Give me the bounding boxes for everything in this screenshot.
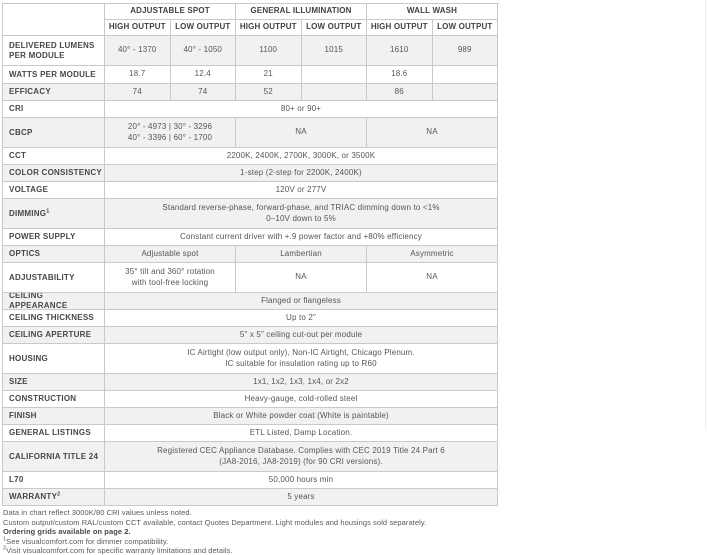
row-label-text: CBCP [9, 127, 33, 137]
spec-row [3, 84, 498, 101]
group-header-wall-wash: WALL WASH [367, 4, 498, 20]
spec-cell: 120V or 277V [105, 182, 498, 199]
spec-cell: 1015 [302, 36, 368, 66]
spec-cell: ETL Listed, Damp Location. [105, 425, 498, 442]
row-label-general-listings [3, 425, 105, 442]
spec-cell: Flanged or flangeless [105, 293, 498, 310]
row-label-delivered-lumens-per-module [3, 36, 105, 66]
spec-cell: Constant current driver with +.9 power factor and +80% efficiency [105, 229, 498, 246]
cell-line: 20° - 4973 | 30° - 3296 [127, 122, 213, 131]
footnote-line [3, 537, 703, 547]
row-label-size [3, 374, 105, 391]
row-label-construction [3, 391, 105, 408]
specification-table [2, 3, 499, 506]
spec-row [3, 472, 498, 489]
spec-cell: Asymmetric [367, 246, 498, 263]
row-label-adjustability [3, 263, 105, 293]
spec-cell: 18.6 [367, 66, 433, 84]
spec-row [3, 101, 498, 118]
row-label-text: CALIFORNIA TITLE 24 [9, 451, 99, 461]
spec-row [3, 293, 498, 310]
spec-cell [105, 199, 498, 229]
row-label-text: EFFICACY [9, 87, 51, 96]
spec-cell: Adjustable spot [105, 246, 236, 263]
row-label-ceiling-aperture [3, 327, 105, 344]
row-label-text: DIMMING$^1$ [9, 207, 50, 218]
footnotes [3, 508, 703, 555]
spec-cell: Up to 2" [105, 310, 498, 327]
spec-row [3, 391, 498, 408]
spec-cell: 18.7 [105, 66, 171, 84]
spec-cell: 1100 [236, 36, 302, 66]
spec-cell: 40° - 1050 [171, 36, 237, 66]
spec-row [3, 199, 498, 229]
row-label-text: CCT [9, 151, 27, 160]
cell-line: 35° tilt and 360° rotation [125, 267, 215, 276]
spec-row [3, 66, 498, 84]
spec-cell [105, 263, 236, 293]
row-label-text: ADJUSTABILITY [9, 272, 75, 282]
spec-cell: 74 [105, 84, 171, 101]
label-superscript: 2 [57, 491, 61, 498]
group-header-adjustable-spot: ADJUSTABLE SPOT [105, 4, 236, 20]
row-label-l70 [3, 472, 105, 489]
spec-cell: 989 [433, 36, 499, 66]
spec-cell: NA [236, 118, 367, 148]
footnote-line [3, 527, 703, 537]
spec-cell [433, 66, 499, 84]
footnote-line [3, 508, 703, 518]
row-label-cct [3, 148, 105, 165]
spec-row [3, 118, 498, 148]
output-header: HIGH OUTPUT [105, 20, 171, 36]
spec-cell [105, 442, 498, 472]
spec-cell [105, 118, 236, 148]
spec-cell: Black or White powder coat (White is paintable) [105, 408, 498, 425]
row-label-text: CONSTRUCTION [9, 394, 77, 403]
row-label-text: L70 [9, 475, 24, 484]
output-header: HIGH OUTPUT [367, 20, 433, 36]
row-label-ceiling-appearance [3, 293, 105, 310]
row-label-warranty [3, 489, 105, 506]
spec-cell: 74 [171, 84, 237, 101]
footnote-line [3, 546, 703, 555]
spec-cell: 80+ or 90+ [105, 101, 498, 118]
row-label-housing [3, 344, 105, 374]
spec-row [3, 165, 498, 182]
row-label-text: GENERAL LISTINGS [9, 428, 91, 437]
spec-cell: Heavy-gauge, cold-rolled steel [105, 391, 498, 408]
page-edge-line [705, 0, 706, 430]
group-header-general-illumination: GENERAL ILLUMINATION [236, 4, 367, 20]
row-label-text: CEILING APPEARANCE [9, 293, 68, 310]
spec-cell [302, 84, 368, 101]
row-label-voltage [3, 182, 105, 199]
cell-line: 40° - 3396 | 60° - 1700 [127, 132, 213, 142]
spec-row [3, 327, 498, 344]
row-label-text: CRI [9, 104, 24, 113]
spec-cell: 86 [367, 84, 433, 101]
spec-cell: 50,000 hours min [105, 472, 498, 489]
row-label-watts-per-module [3, 66, 105, 84]
cell-line: IC suitable for insulation rating up to R60 [225, 358, 377, 368]
spec-row [3, 489, 498, 506]
row-label-cbcp [3, 118, 105, 148]
cell-line: Standard reverse-phase, forward-phase, and TRIAC dimming down to <1% [162, 203, 440, 212]
footnote-text: Data in chart reflect 3000K/80 CRI values unless noted. [3, 508, 192, 517]
output-header: HIGH OUTPUT [236, 20, 302, 36]
row-label-text: COLOR CONSISTENCY [9, 168, 102, 177]
group-header-row [105, 4, 498, 20]
row-label-text: WARRANTY$^2$ [9, 491, 61, 501]
footnote-line [3, 518, 703, 528]
spec-row [3, 246, 498, 263]
footnote-text: Custom output/custom RAL/custom CCT available, contact Quotes Department. Light modules and housings sold separately. [3, 517, 427, 527]
spec-cell: 5" x 5" ceiling cut-out per module [105, 327, 498, 344]
spec-cell: 1x1, 1x2, 1x3, 1x4, or 2x2 [105, 374, 498, 391]
spec-cell: 1610 [367, 36, 433, 66]
spec-row [3, 182, 498, 199]
output-header-row [105, 20, 498, 36]
footnote-text: Ordering grids available on page 2. [3, 527, 131, 536]
row-label-ceiling-thickness [3, 310, 105, 327]
spec-cell: 12.4 [171, 66, 237, 84]
spec-row [3, 442, 498, 472]
spec-cell: 2200K, 2400K, 2700K, 3000K, or 3500K [105, 148, 498, 165]
spec-cell [302, 66, 368, 84]
cell-line: (JA8-2016, JA8-2019) (for 90 CRI versions). [219, 456, 383, 466]
footnote-superscript: 2 [3, 545, 7, 552]
output-header: LOW OUTPUT [433, 20, 499, 36]
row-label-text: DELIVERED LUMENS PER MODULE [9, 40, 95, 60]
spec-row [3, 310, 498, 327]
spec-cell: Lambertian [236, 246, 367, 263]
footnote-text: See visualcomfort.com for dimmer compatibility. [6, 536, 169, 546]
spec-cell: NA [236, 263, 367, 293]
row-label-text: HOUSING [9, 353, 49, 363]
header-columns [105, 4, 498, 36]
footnote-superscript: 1 [3, 536, 7, 542]
row-label-cri [3, 101, 105, 118]
row-label-text: SIZE [9, 377, 28, 386]
corner-cell [3, 4, 105, 36]
spec-cell: 21 [236, 66, 302, 84]
table-header [3, 4, 498, 36]
output-header: LOW OUTPUT [302, 20, 368, 36]
cell-line: with tool-free locking [131, 277, 209, 287]
spec-cell: NA [367, 118, 498, 148]
cell-line: Registered CEC Appliance Database. Complies with CEC 2019 Title 24 Part 6 [157, 446, 445, 455]
row-label-text: WATTS PER MODULE [9, 69, 96, 79]
spec-cell: 1-step (2-step for 2200K, 2400K) [105, 165, 498, 182]
row-label-dimming [3, 199, 105, 229]
label-superscript: 1 [46, 207, 50, 214]
cell-line: IC Airtight (low output only), Non-IC Airtight, Chicago Plenum. [187, 348, 415, 357]
spec-row [3, 229, 498, 246]
spec-row [3, 425, 498, 442]
spec-row [3, 408, 498, 425]
spec-cell [433, 84, 499, 101]
output-header: LOW OUTPUT [171, 20, 237, 36]
row-label-text: VOLTAGE [9, 185, 49, 194]
row-label-efficacy [3, 84, 105, 101]
spec-cell: 52 [236, 84, 302, 101]
row-label-power-supply [3, 229, 105, 246]
row-label-california-title-24 [3, 442, 105, 472]
spec-row [3, 263, 498, 293]
spec-row [3, 36, 498, 66]
row-label-text: POWER SUPPLY [9, 232, 76, 241]
row-label-text: CEILING THICKNESS [9, 313, 94, 322]
spec-cell: 40° - 1370 [105, 36, 171, 66]
spec-cell: NA [367, 263, 498, 293]
row-label-finish [3, 408, 105, 425]
spec-row [3, 374, 498, 391]
row-label-text: CEILING APERTURE [9, 330, 92, 339]
row-label-color-consistency [3, 165, 105, 182]
cell-line: 0–10V down to 5% [266, 213, 336, 223]
spec-row [3, 344, 498, 374]
spec-row [3, 148, 498, 165]
footnote-text: Visit visualcomfort.com for specific warranty limitations and details. [6, 546, 233, 555]
row-label-optics [3, 246, 105, 263]
row-label-text: OPTICS [9, 249, 41, 258]
spec-cell: 5 years [105, 489, 498, 506]
row-label-text: FINISH [9, 411, 37, 420]
spec-cell [105, 344, 498, 374]
